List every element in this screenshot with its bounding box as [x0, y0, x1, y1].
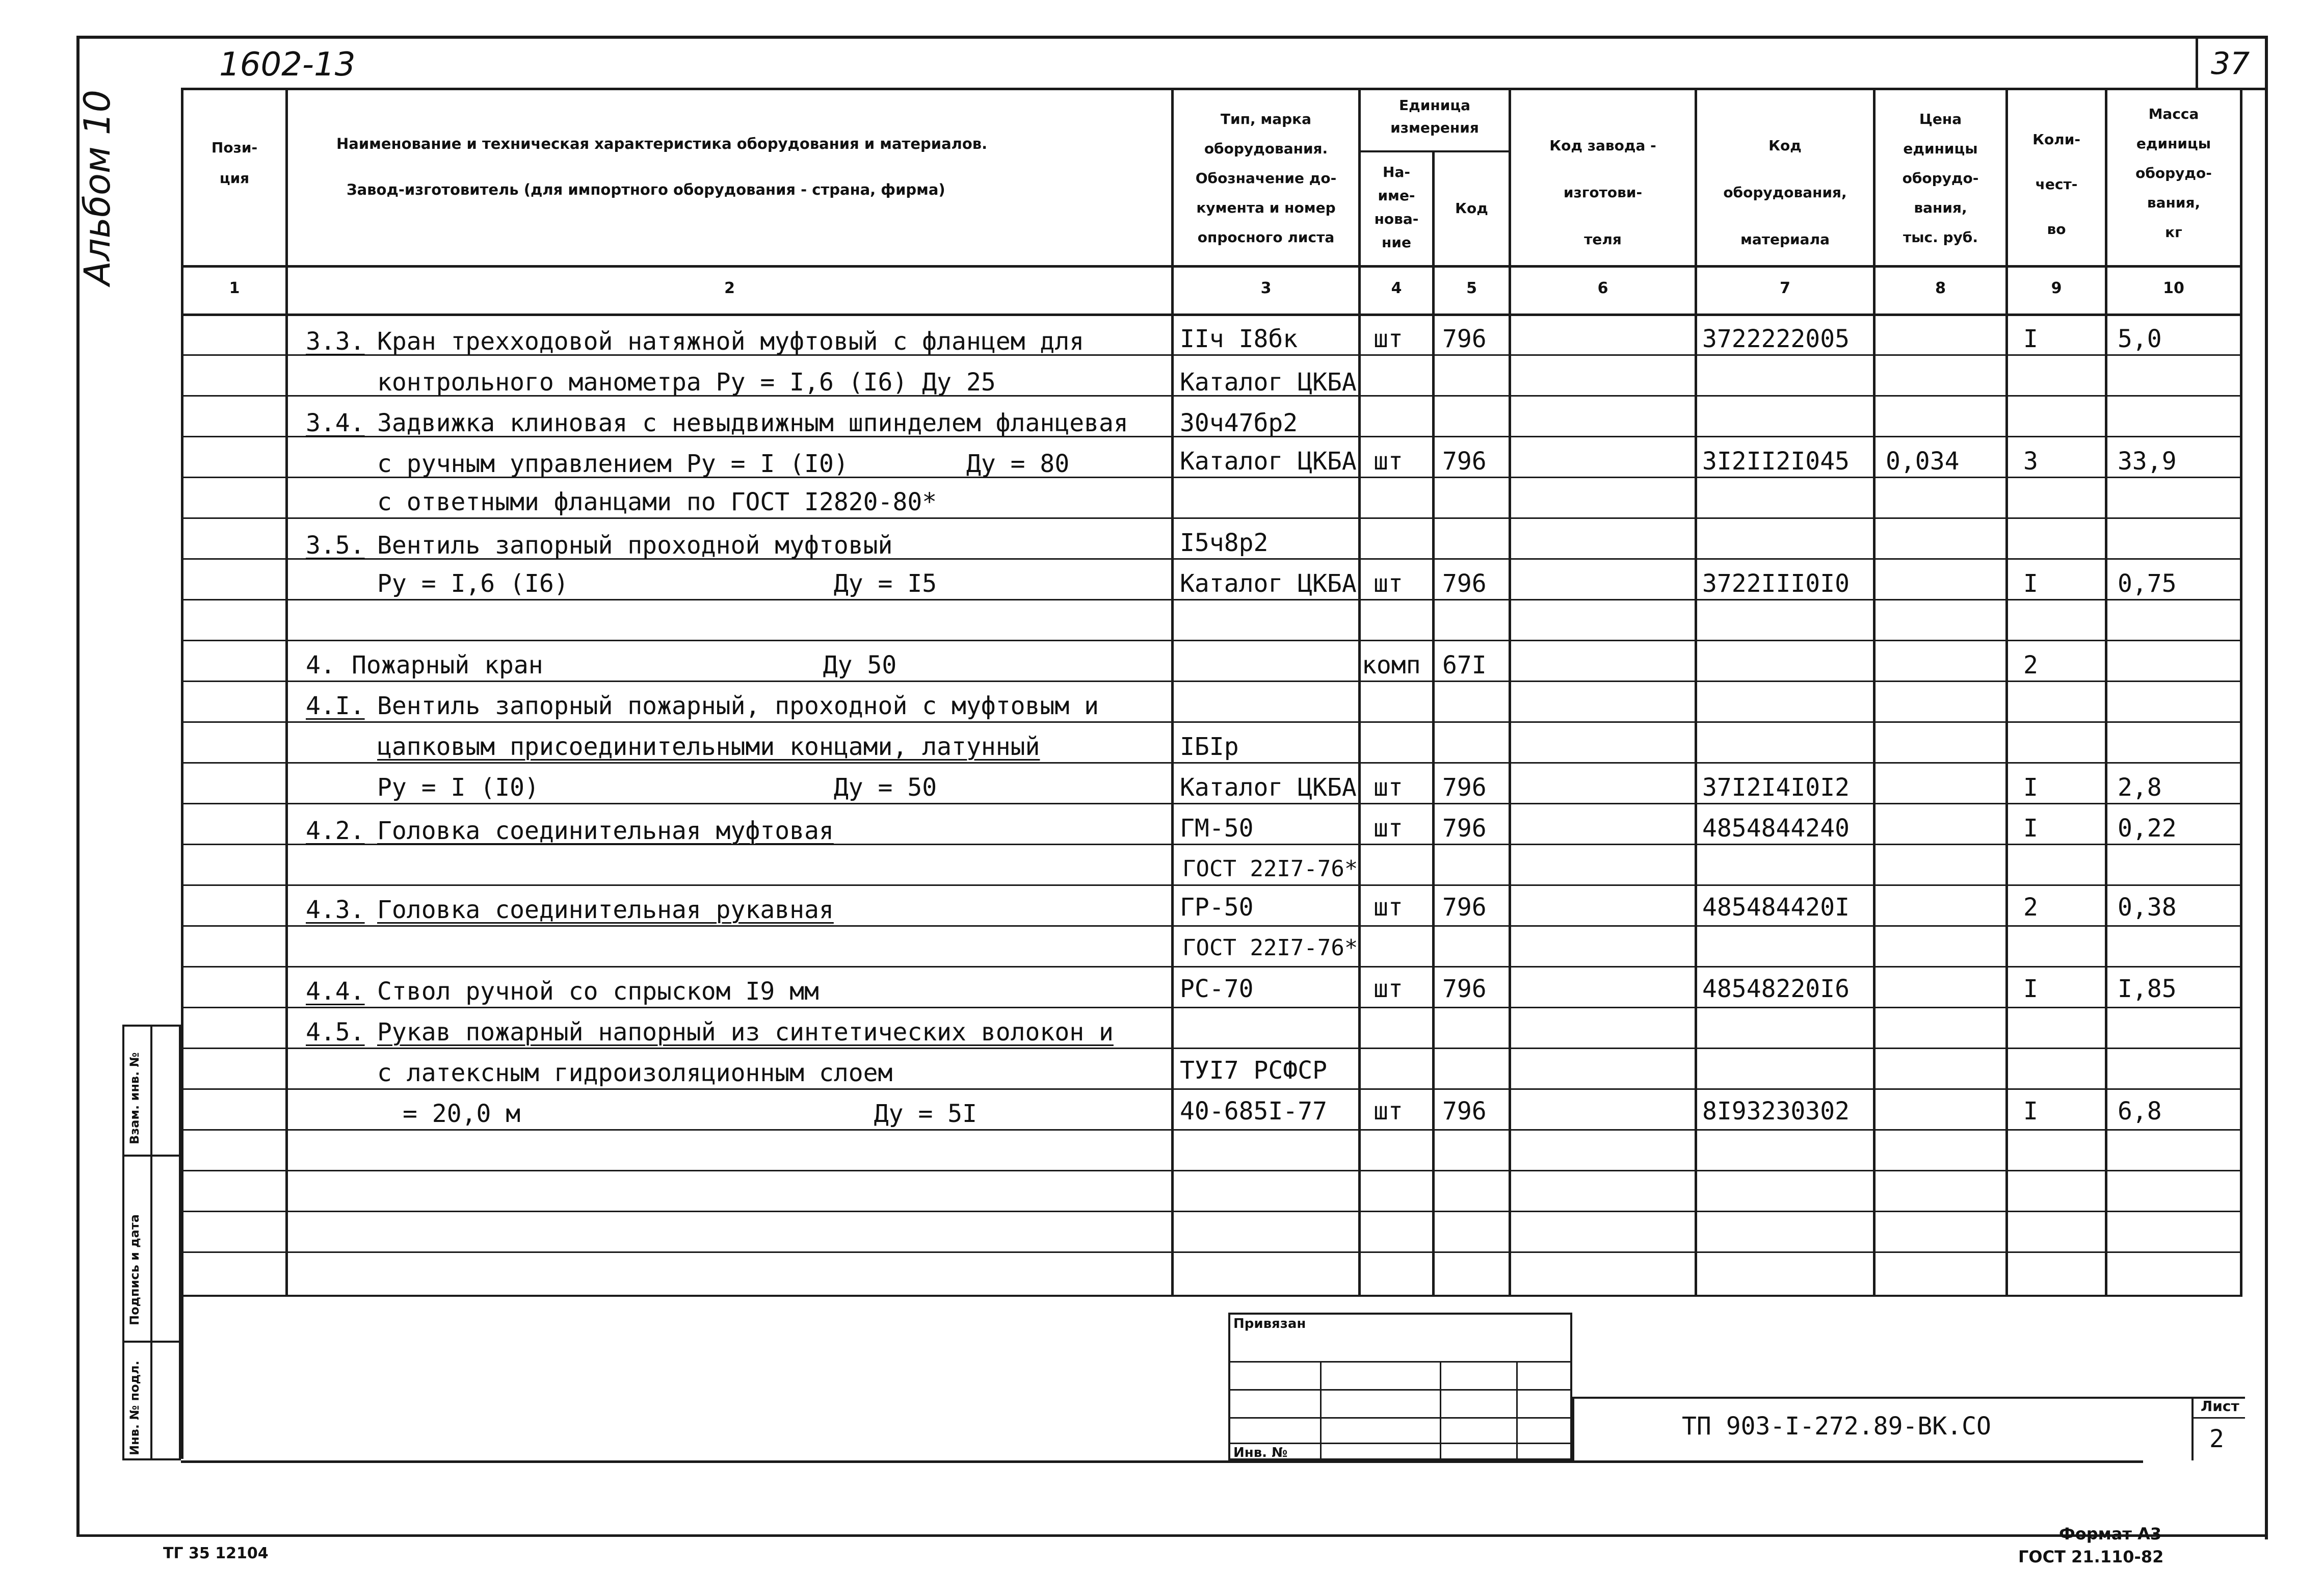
item-type: 40-685I-77 — [1180, 1097, 1327, 1126]
item-type: ТУI7 РСФСР — [1180, 1056, 1327, 1085]
item-type: ГР-50 — [1180, 893, 1254, 922]
item-number: 4.I. — [306, 692, 365, 720]
col-number: 5 — [1466, 279, 1477, 297]
inv-label: Инв. № — [1233, 1445, 1288, 1460]
item-type: IБIр — [1180, 733, 1239, 761]
item-name: Рукав пожарный напорный из синтетических волокон и — [377, 1018, 1114, 1047]
item-mass: 0,22 — [2118, 814, 2177, 843]
item-number: 4.2. — [306, 817, 365, 845]
item-name: Пожарный кран Ду 50 — [352, 651, 897, 679]
item-type: ГОСТ 22I7-76* — [1182, 856, 1358, 882]
item-number: 4.4. — [306, 977, 365, 1006]
item-name: с ручным управлением Ру = I (I0) Ду = 80 — [377, 450, 1070, 478]
item-qty: I — [2023, 1097, 2038, 1126]
header-unit-code: Код — [1455, 200, 1488, 217]
item-name: Кран трехходовой натяжной муфтовый с фланцем для — [377, 327, 1085, 356]
item-code: 37I2I4I0I2 — [1702, 773, 1850, 802]
header-name-line1: Наименование и техническая характеристика оборудования и материалов. — [336, 135, 988, 152]
album-label: Альбом 10 — [76, 89, 118, 285]
doc-code: 1602-13 — [219, 46, 356, 84]
col-number: 2 — [724, 279, 735, 297]
item-name: Ру = I (I0) Ду = 50 — [377, 773, 937, 802]
item-unit-code: 796 — [1442, 975, 1487, 1003]
item-qty: I — [2023, 975, 2038, 1003]
header-pos: Пози- ция — [211, 139, 258, 187]
item-name: Вентиль запорный проходной муфтовый — [377, 531, 893, 560]
item-type: РС-70 — [1180, 975, 1254, 1003]
side-label-inventory: Инв. № подл. — [127, 1361, 142, 1455]
stamp-title: ТП 903-I-272.89-ВК.СО — [1682, 1412, 1991, 1441]
item-unit-code: 796 — [1442, 1097, 1487, 1126]
item-mass: I,85 — [2118, 975, 2177, 1003]
item-unit: шт — [1374, 1097, 1403, 1126]
side-label-replaced: Взам. инв. № — [127, 1052, 142, 1144]
item-mass: 33,9 — [2118, 447, 2177, 476]
item-unit: шт — [1374, 893, 1403, 922]
header-name-line2: Завод-изготовитель (для импортного оборудования - страна, фирма) — [347, 181, 945, 198]
header-unit-group: Единица измерения — [1390, 97, 1479, 136]
item-type: Каталог ЦКБА — [1180, 773, 1357, 802]
page-number: 37 — [2211, 46, 2250, 82]
item-unit: шт — [1374, 975, 1403, 1003]
item-name: = 20,0 м Ду = 5I — [403, 1100, 978, 1128]
header-equip-code: Код оборудования, материала — [1723, 137, 1847, 248]
item-name: Ствол ручной со спрыском I9 мм — [377, 977, 819, 1006]
item-code: 48548220I6 — [1702, 975, 1850, 1003]
item-qty: I — [2023, 814, 2038, 843]
gost-label: ГОСТ 21.110-82 — [2018, 1547, 2164, 1566]
header-type: Тип, марка оборудования. Обозначение до- кумента и номер опросного листа — [1195, 111, 1337, 246]
item-number: 3.5. — [306, 531, 365, 560]
col-number: 4 — [1391, 279, 1402, 297]
item-unit-code: 796 — [1442, 569, 1487, 598]
item-qty: 2 — [2023, 651, 2038, 679]
col-number: 8 — [1935, 279, 1946, 297]
item-code: 3I2II2I045 — [1702, 447, 1850, 476]
item-name: Ру = I,6 (I6) Ду = I5 — [377, 569, 937, 598]
item-unit-code: 796 — [1442, 814, 1487, 843]
item-qty: 2 — [2023, 893, 2038, 922]
item-unit-code: 796 — [1442, 447, 1487, 476]
side-label-signature: Подпись и дата — [127, 1214, 142, 1325]
format-label: Формат А3 — [2059, 1524, 2162, 1544]
item-name: с ответными фланцами по ГОСТ I2820-80* — [377, 488, 937, 516]
item-mass: 0,38 — [2118, 893, 2177, 922]
privyazan-label: Привязан — [1233, 1316, 1306, 1331]
item-code: 3722222005 — [1702, 325, 1850, 353]
item-mass: 5,0 — [2118, 325, 2162, 353]
item-name: с латексным гидроизоляционным слоем — [377, 1059, 893, 1087]
item-type: Каталог ЦКБА — [1180, 368, 1357, 397]
item-type: Каталог ЦКБА — [1180, 569, 1357, 598]
item-unit: шт — [1374, 773, 1403, 802]
item-code: 4854844240 — [1702, 814, 1850, 843]
item-unit: шт — [1374, 569, 1403, 598]
col-number: 10 — [2163, 279, 2184, 297]
item-unit-code: 796 — [1442, 773, 1487, 802]
sheet-label: Лист — [2201, 1398, 2239, 1415]
item-unit: шт — [1374, 447, 1403, 476]
item-code: 485484420I — [1702, 893, 1850, 922]
col-number: 1 — [229, 279, 240, 297]
item-unit-code: 796 — [1442, 325, 1487, 353]
item-type: I5ч8р2 — [1180, 529, 1269, 557]
col-number: 9 — [2051, 279, 2062, 297]
item-type: ГМ-50 — [1180, 814, 1254, 843]
item-unit-code: 67I — [1442, 651, 1487, 679]
header-qty: Коли- чест- во — [2032, 131, 2080, 238]
item-unit: шт — [1374, 814, 1403, 843]
header-factory-code: Код завода - изготови- теля — [1549, 137, 1656, 248]
item-name: Вентиль запорный пожарный, проходной с муфтовым и — [377, 692, 1099, 720]
item-name: контрольного манометра Ру = I,6 (I6) Ду 25 — [377, 368, 996, 397]
item-number: 3.4. — [306, 409, 365, 437]
item-type: Каталог ЦКБА — [1180, 447, 1357, 476]
item-type: ГОСТ 22I7-76* — [1182, 935, 1358, 961]
item-code: 3722III0I0 — [1702, 569, 1850, 598]
item-code: 8I93230302 — [1702, 1097, 1850, 1126]
item-number: 4.5. — [306, 1018, 365, 1047]
item-qty: I — [2023, 773, 2038, 802]
item-type: IIч I8бк — [1180, 325, 1298, 353]
item-number: 3.3. — [306, 327, 365, 356]
item-qty: 3 — [2023, 447, 2038, 476]
header-unit-name: На- име- нова- ние — [1374, 164, 1419, 251]
item-number: 4. — [306, 651, 335, 679]
col-number: 3 — [1260, 279, 1272, 297]
item-name: Задвижка клиновая с невыдвижным шпинделем фланцевая — [377, 409, 1128, 437]
item-price: 0,034 — [1886, 447, 1960, 476]
footer-code: ТГ 35 12104 — [163, 1545, 269, 1562]
col-number: 6 — [1597, 279, 1608, 297]
header-price: Цена единицы оборудо- вания, тыс. руб. — [1902, 111, 1979, 246]
item-qty: I — [2023, 325, 2038, 353]
item-unit: шт — [1374, 325, 1403, 353]
item-mass: 0,75 — [2118, 569, 2177, 598]
item-name: Головка соединительная муфтовая — [377, 817, 834, 845]
item-name: Головка соединительная рукавная — [377, 896, 834, 924]
sheet-number: 2 — [2209, 1425, 2224, 1453]
item-unit: комп — [1362, 651, 1421, 679]
col-number: 7 — [1780, 279, 1790, 297]
item-mass: 2,8 — [2118, 773, 2162, 802]
item-number: 4.3. — [306, 896, 365, 924]
item-unit-code: 796 — [1442, 893, 1487, 922]
item-qty: I — [2023, 569, 2038, 598]
header-mass: Масса единицы оборудо- вания, кг — [2135, 106, 2212, 241]
item-type: 30ч47бр2 — [1180, 409, 1298, 437]
item-name: цапковым присоединительными концами, латунный — [377, 733, 1040, 761]
item-mass: 6,8 — [2118, 1097, 2162, 1126]
